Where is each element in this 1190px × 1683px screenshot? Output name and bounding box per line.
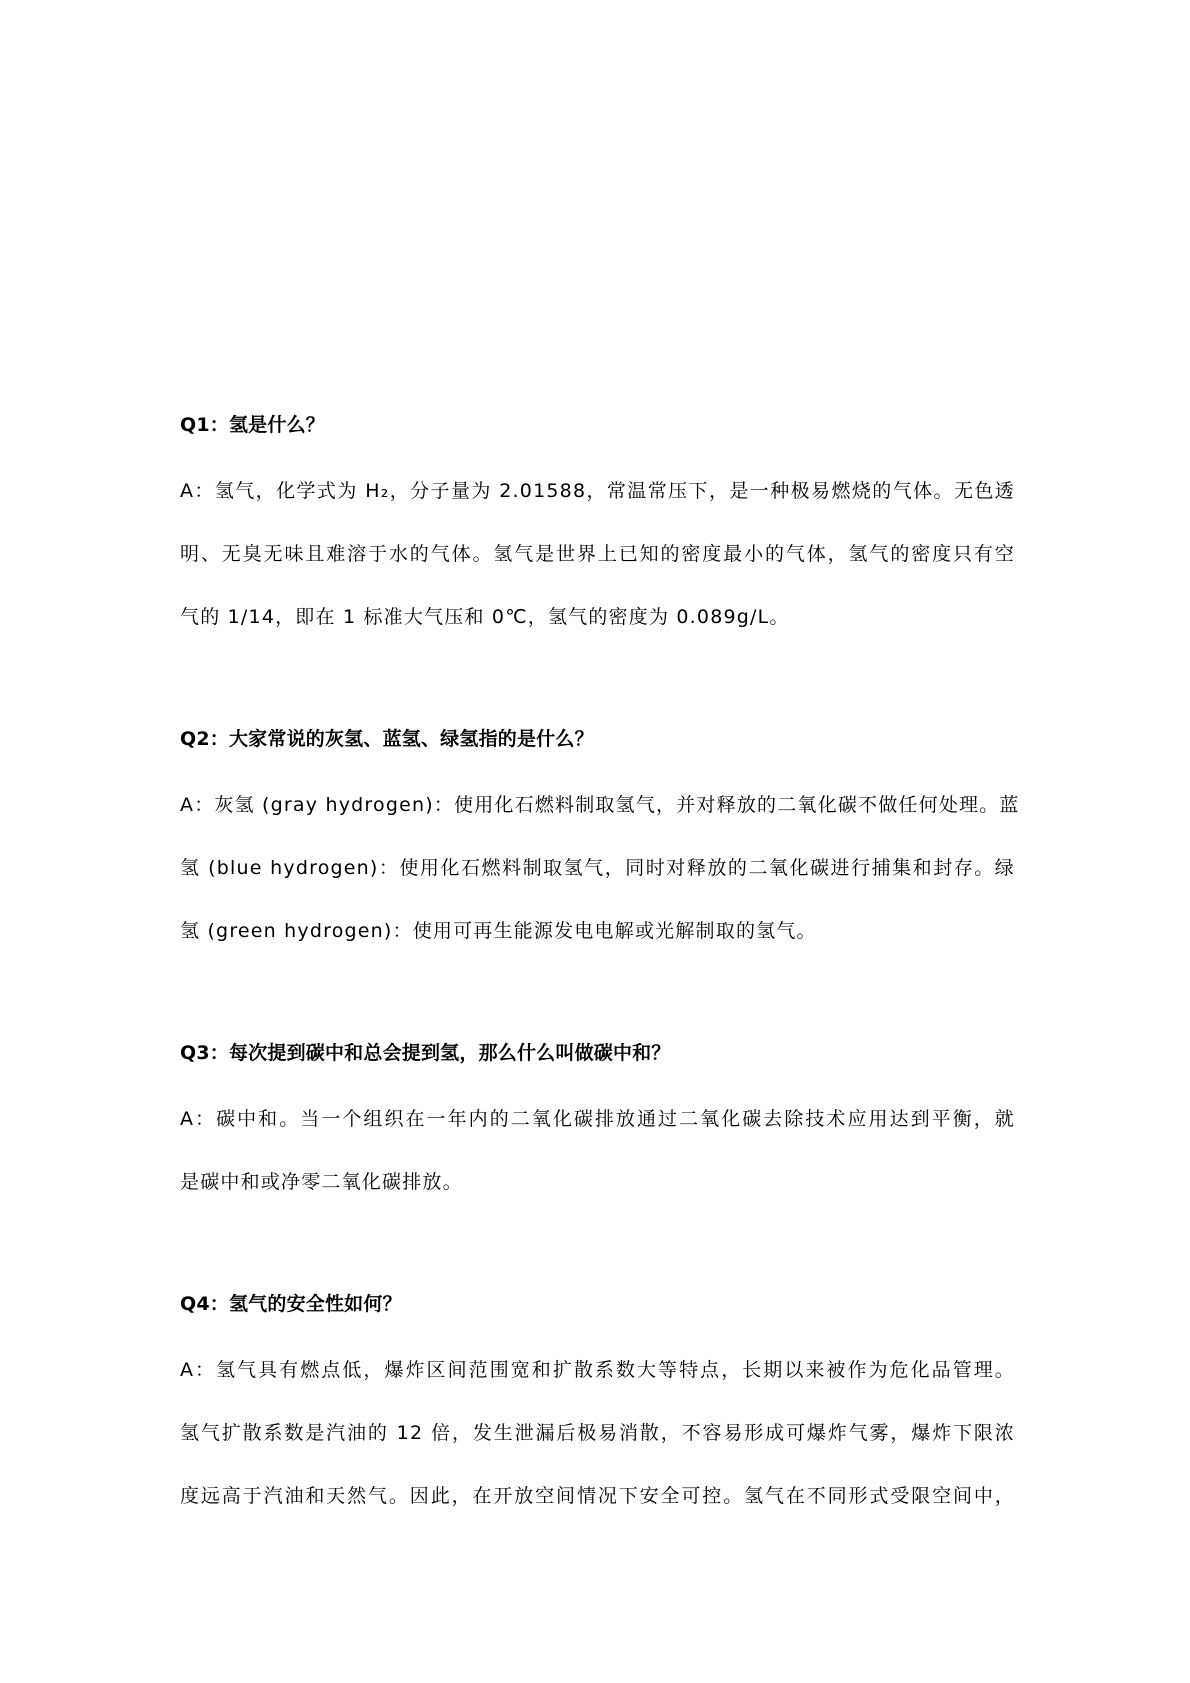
answer-line: A：碳中和。当一个组织在一年内的二氧化碳排放通过二氧化碳去除技术应用达到平衡，就 xyxy=(180,1108,1015,1130)
answer-text xyxy=(180,774,1020,963)
qa-section-4 xyxy=(180,1292,1015,1528)
question-heading: Q3：每次提到碳中和总会提到氢，那么什么叫做碳中和？ xyxy=(180,1042,671,1064)
qa-section-3 xyxy=(180,1041,1015,1214)
answer-text xyxy=(180,460,1015,649)
answer-line: 氢 (blue hydrogen)：使用化石燃料制取氢气，同时对释放的二氧化碳进行捕集和封存。绿 xyxy=(180,857,1015,879)
answer-line: 是碳中和或净零二氧化碳排放。 xyxy=(180,1171,463,1193)
answer-line: 度远高于汽油和天然气。因此，在开放空间情况下安全可控。氢气在不同形式受限空间中， xyxy=(180,1485,1015,1507)
answer-line: A：氢气，化学式为 H₂，分子量为 2.01588，常温常压下，是一种极易燃烧的气体。无色透 xyxy=(180,480,1015,502)
question-heading: Q1：氢是什么？ xyxy=(180,414,325,436)
answer-line: 氢气扩散系数是汽油的 12 倍，发生泄漏后极易消散，不容易形成可爆炸气雾，爆炸下限浓 xyxy=(180,1422,1015,1444)
answer-line: 明、无臭无味且难溶于水的气体。氢气是世界上已知的密度最小的气体，氢气的密度只有空 xyxy=(180,543,1015,565)
answer-text xyxy=(180,1339,1015,1528)
answer-line: A：氢气具有燃点低，爆炸区间范围宽和扩散系数大等特点，长期以来被作为危化品管理。 xyxy=(180,1359,1015,1381)
answer-text xyxy=(180,1088,1015,1214)
question-heading: Q2：大家常说的灰氢、蓝氢、绿氢指的是什么？ xyxy=(180,728,594,750)
answer-line: 气的 1/14，即在 1 标准大气压和 0℃，氢气的密度为 0.089g/L。 xyxy=(180,606,790,628)
qa-section-2 xyxy=(180,727,1020,963)
question-heading: Q4：氢气的安全性如何？ xyxy=(180,1293,402,1315)
answer-line: A：灰氢 (gray hydrogen)：使用化石燃料制取氢气，并对释放的二氧化碳不做任何处理。蓝 xyxy=(180,794,1020,816)
qa-section-1 xyxy=(180,413,1015,649)
answer-line: 氢 (green hydrogen)：使用可再生能源发电电解或光解制取的氢气。 xyxy=(180,920,817,942)
